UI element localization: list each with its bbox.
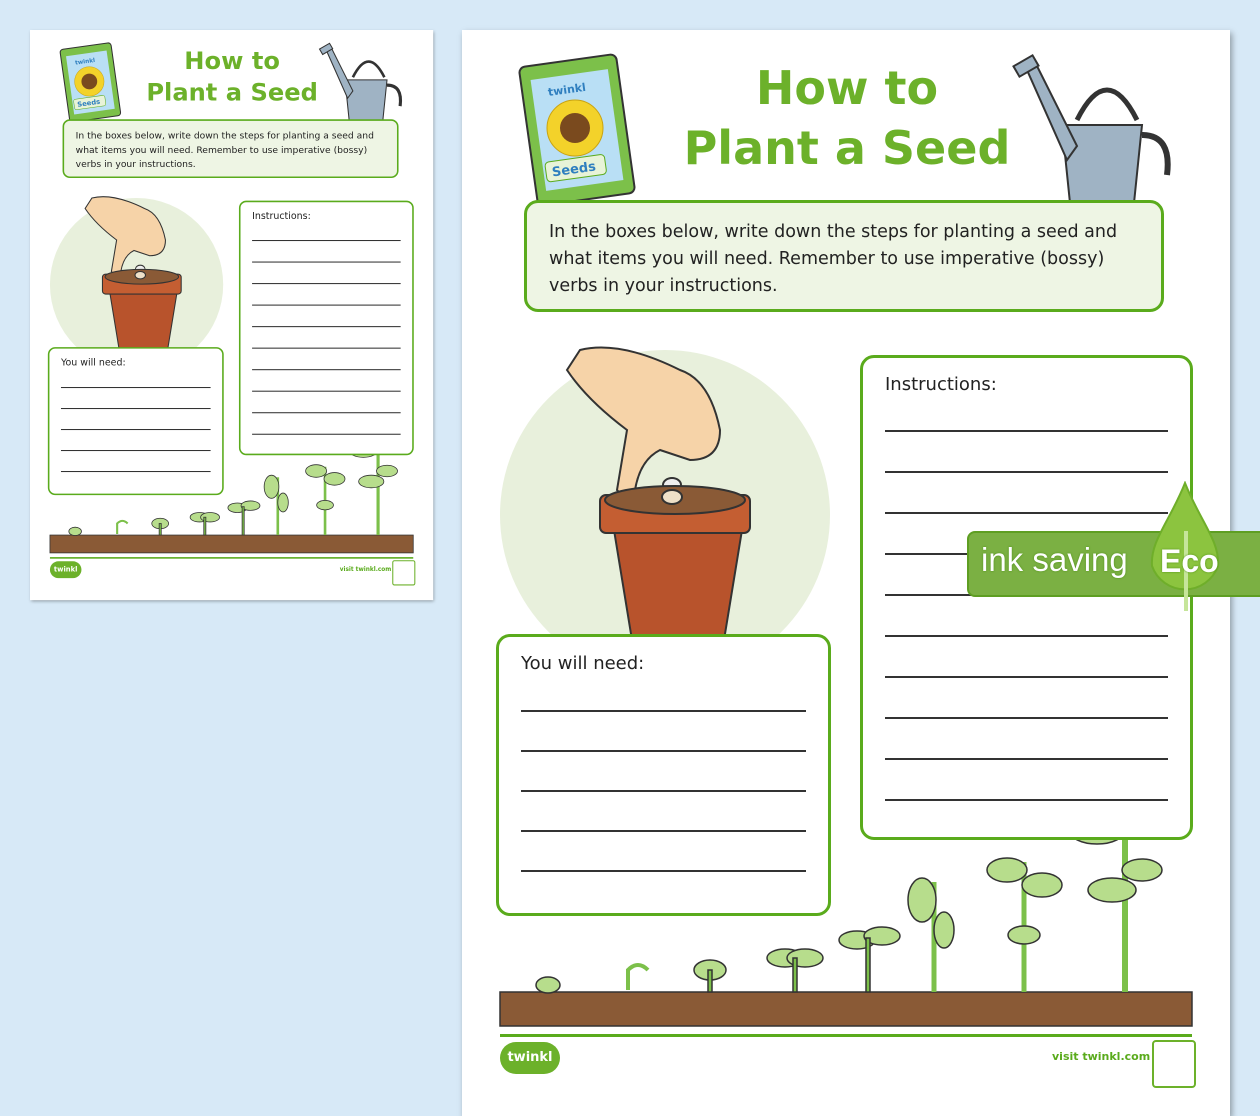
title-line-1: How to: [184, 46, 280, 75]
you-will-need-box: [48, 347, 224, 495]
write-line: [252, 305, 401, 306]
write-line: [885, 717, 1168, 719]
write-line: [521, 870, 806, 872]
footer-url: visit twinkl.com: [339, 565, 392, 573]
twinkl-logo: twinkl: [500, 1042, 560, 1074]
write-line: [61, 408, 211, 409]
write-line: [521, 710, 806, 712]
footer-divider: [500, 1034, 1192, 1037]
instructions-label: Instructions:: [885, 374, 997, 395]
write-line: [252, 326, 401, 327]
write-line: [61, 450, 211, 451]
svg-text:twinkl: twinkl: [74, 57, 96, 67]
write-line: [885, 471, 1168, 473]
write-line: [252, 262, 401, 263]
write-line: [252, 391, 401, 392]
write-line: [252, 434, 401, 435]
write-line: [885, 635, 1168, 637]
write-line: [521, 790, 806, 792]
eco-label: Eco: [1160, 543, 1219, 579]
write-line: [252, 369, 401, 370]
intro-box: In the boxes below, write down the steps for planting a seed and what items you will need. Remember to use imperative (bossy) verbs in your instructions.: [524, 200, 1164, 312]
write-line: [885, 430, 1168, 432]
write-line: [252, 240, 401, 241]
title-line-2: Plant a Seed: [146, 77, 318, 107]
write-line: [252, 348, 401, 349]
title-line-1: How to: [755, 61, 939, 115]
seed-packet-image: [60, 43, 121, 123]
ink-saving-label: ink saving: [981, 541, 1128, 578]
write-line: [885, 799, 1168, 801]
seed-packet-image: [519, 54, 636, 206]
write-line: [252, 283, 401, 284]
write-line: [885, 758, 1168, 760]
write-line: [885, 512, 1168, 514]
write-line: [61, 387, 211, 388]
you-will-need-label: You will need:: [521, 653, 645, 674]
title-line-2: Plant a Seed: [683, 121, 1011, 175]
intro-box: In the boxes below, write down the steps for planting a seed and what items you will need. Remember to use imperative (bossy) verbs in your instructions.: [63, 119, 399, 178]
you-will-need-box: [496, 634, 831, 916]
write-line: [252, 412, 401, 413]
footer-url: visit twinkl.com: [1052, 1050, 1151, 1063]
worksheet-thumbnail: [30, 30, 433, 600]
write-line: [521, 830, 806, 832]
svg-text:twinkl: twinkl: [547, 80, 587, 99]
instructions-box: [239, 201, 414, 456]
write-line: [61, 471, 211, 472]
instructions-label: Instructions:: [252, 210, 311, 222]
seed-packet-text: Seeds: [76, 97, 101, 109]
write-line: [885, 676, 1168, 678]
seed-packet-text: Seeds: [551, 159, 597, 181]
write-line: [61, 429, 211, 430]
footer-divider: [50, 557, 413, 559]
write-line: [521, 750, 806, 752]
quality-badge-icon: [1152, 1040, 1196, 1088]
you-will-need-label: You will need:: [60, 357, 126, 369]
quality-badge-icon: [392, 560, 415, 585]
twinkl-logo: twinkl: [50, 561, 82, 578]
